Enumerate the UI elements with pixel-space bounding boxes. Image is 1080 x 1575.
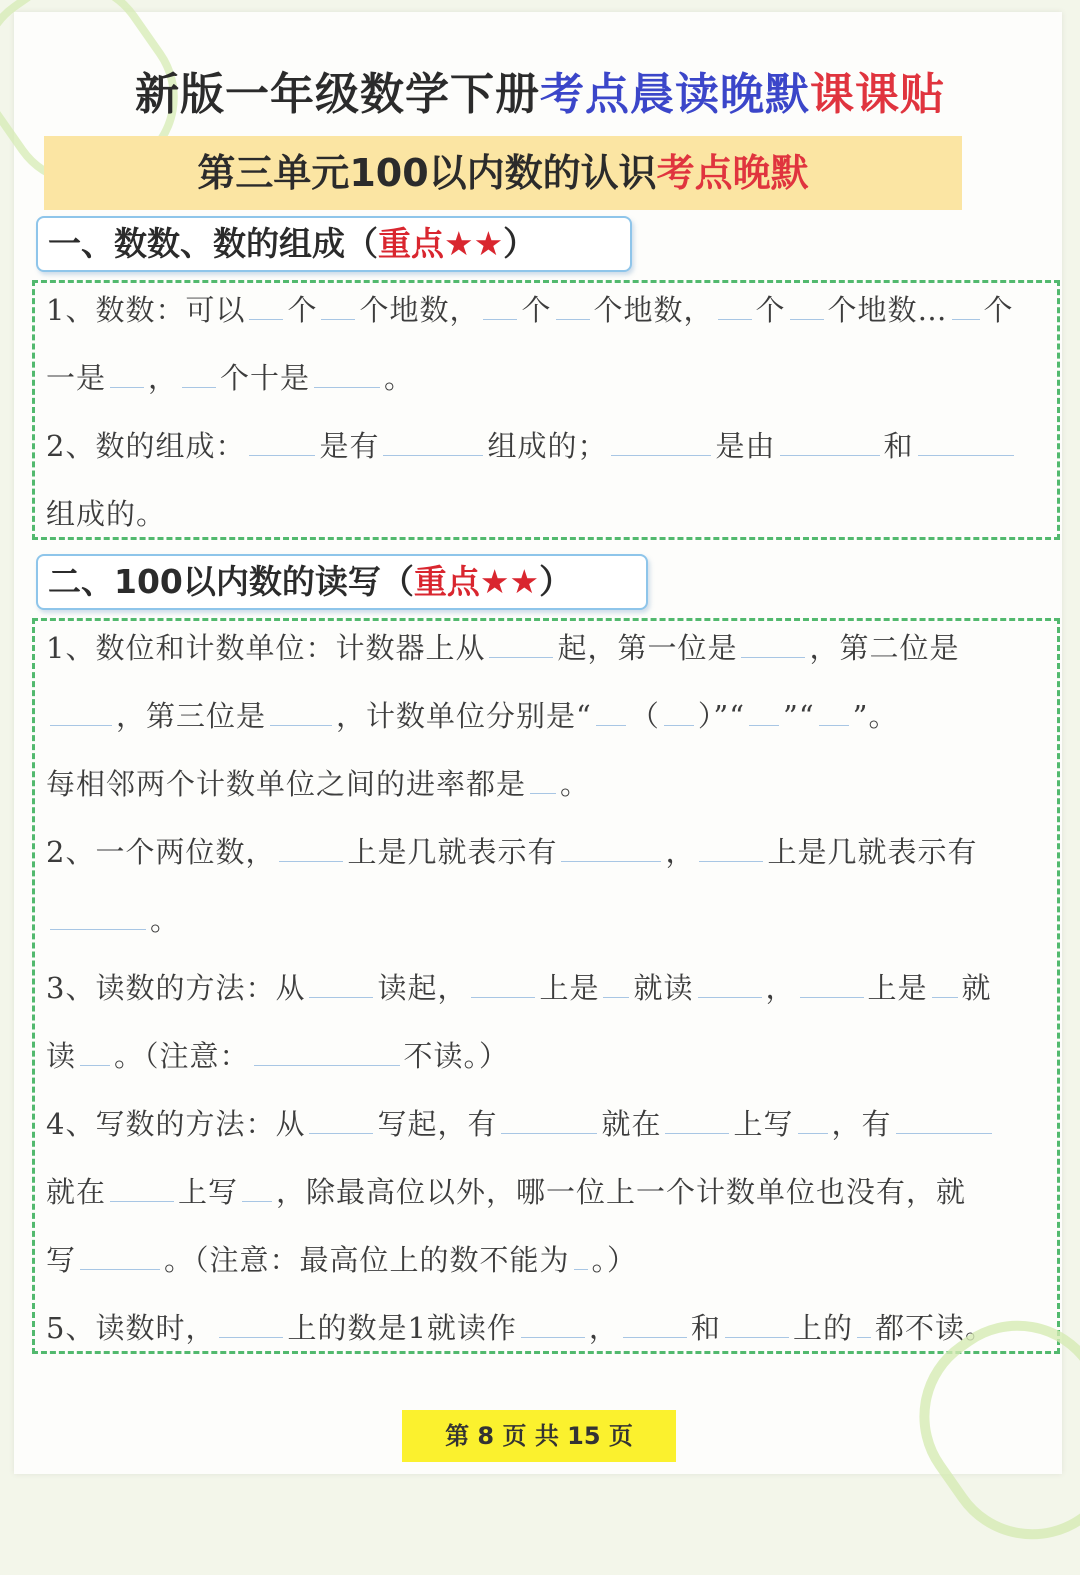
- text-seg: 起，第一位是: [557, 631, 738, 665]
- s2-line-9: [46, 1170, 966, 1211]
- answer-blank[interactable]: [249, 318, 283, 320]
- answer-blank[interactable]: [219, 1336, 283, 1338]
- page-title: [0, 58, 1080, 122]
- answer-blank[interactable]: [623, 1336, 687, 1338]
- text-seg: 和: [883, 429, 914, 463]
- s2-line-3: [46, 762, 590, 803]
- answer-blank[interactable]: [918, 454, 1014, 456]
- s2-line-4: [46, 830, 978, 871]
- answer-blank[interactable]: [254, 1064, 400, 1066]
- text-seg: ，计数单位分别是“: [336, 699, 592, 733]
- text-seg: 就在: [46, 1175, 107, 1209]
- star-icon: ★★: [479, 562, 540, 601]
- title-part-3: 课课贴: [810, 69, 945, 120]
- text-seg: 2、数的组成：: [46, 429, 246, 463]
- answer-blank[interactable]: [249, 454, 315, 456]
- section2-heading: [36, 554, 648, 610]
- answer-blank[interactable]: [798, 1132, 828, 1134]
- text-seg: 上写: [178, 1175, 239, 1209]
- answer-blank[interactable]: [857, 1336, 871, 1338]
- answer-blank[interactable]: [242, 1200, 272, 1202]
- answer-blank[interactable]: [741, 656, 805, 658]
- text-seg: 。（注意：: [114, 1039, 250, 1073]
- text-seg: ”: [783, 699, 799, 733]
- text-seg: 1、数位和计数单位：计数器上从: [46, 631, 486, 665]
- text-seg: ，除最高位以外，哪一位上一个计数单位也没有，就: [276, 1175, 967, 1209]
- answer-blank[interactable]: [896, 1132, 992, 1134]
- text-seg: 上写: [733, 1107, 794, 1141]
- s2-line-10: [46, 1238, 637, 1279]
- text-seg: 上是几就表示有: [347, 835, 558, 869]
- answer-blank[interactable]: [80, 1268, 160, 1270]
- answer-blank[interactable]: [383, 454, 483, 456]
- text-seg: ”: [852, 699, 869, 733]
- unit-banner: [44, 136, 962, 210]
- text-seg: 。: [868, 699, 899, 733]
- answer-blank[interactable]: [561, 860, 661, 862]
- answer-blank[interactable]: [819, 724, 849, 726]
- text-seg: 每相邻两个计数单位之间的进率都是: [46, 767, 527, 801]
- answer-blank[interactable]: [952, 318, 980, 320]
- answer-blank[interactable]: [800, 996, 864, 998]
- text-seg: 写: [46, 1243, 77, 1277]
- text-seg: 2、一个两位数，: [46, 835, 276, 869]
- s2-line-11: [46, 1306, 995, 1347]
- text-seg: ，有: [831, 1107, 892, 1141]
- text-seg: 个: [983, 293, 1014, 327]
- answer-blank[interactable]: [80, 1064, 110, 1066]
- answer-blank[interactable]: [596, 724, 626, 726]
- section1-heading-text: 一、数数、数的组成（: [48, 224, 378, 263]
- text-seg: 上是: [867, 971, 928, 1005]
- answer-blank[interactable]: [489, 656, 553, 658]
- answer-blank[interactable]: [309, 1132, 373, 1134]
- answer-blank[interactable]: [725, 1336, 789, 1338]
- answer-blank[interactable]: [483, 318, 517, 320]
- answer-blank[interactable]: [270, 724, 332, 726]
- text-seg: 个十是: [220, 361, 311, 395]
- answer-blank[interactable]: [110, 386, 144, 388]
- page-number-badge: [402, 1410, 676, 1462]
- section1-heading-key: 重点: [378, 224, 444, 263]
- text-seg: 个地数，: [593, 293, 714, 327]
- text-seg: 个: [755, 293, 786, 327]
- section1-heading: [36, 216, 632, 272]
- section1-heading-close: ）: [503, 224, 537, 263]
- answer-blank[interactable]: [603, 996, 629, 998]
- text-seg: 上是: [539, 971, 600, 1005]
- answer-blank[interactable]: [611, 454, 711, 456]
- text-seg: 。: [150, 903, 181, 937]
- title-part-1: 新版一年级数学下册: [135, 69, 540, 120]
- text-seg: 组成的；: [487, 429, 608, 463]
- section2-heading-key: 重点: [413, 562, 480, 601]
- text-seg: “: [729, 699, 746, 733]
- answer-blank[interactable]: [521, 1336, 585, 1338]
- text-seg: 。）: [591, 1243, 638, 1277]
- text-seg: 读起，: [377, 971, 468, 1005]
- text-seg: 一是: [46, 361, 107, 395]
- answer-blank[interactable]: [50, 724, 112, 726]
- answer-blank[interactable]: [309, 996, 373, 998]
- s1-line-1: [46, 288, 1014, 329]
- s1-line-3: [46, 424, 1018, 465]
- text-seg: 上是几就表示有: [767, 835, 978, 869]
- unit-title-highlight: 考点晚默: [656, 151, 809, 195]
- text-seg: ，: [765, 971, 796, 1005]
- s2-line-6: [46, 966, 992, 1007]
- text-seg: 读: [46, 1039, 77, 1073]
- text-seg: 个地数…: [827, 293, 948, 327]
- answer-blank[interactable]: [932, 996, 958, 998]
- text-seg: ，第二位是: [809, 631, 960, 665]
- text-seg: 上的: [792, 1311, 853, 1345]
- s1-line-4: [46, 492, 166, 533]
- text-seg: 。: [384, 361, 415, 395]
- answer-blank[interactable]: [110, 1200, 174, 1202]
- text-seg: 个: [521, 293, 552, 327]
- answer-blank[interactable]: [780, 454, 880, 456]
- text-seg: ，: [665, 835, 696, 869]
- text-seg: 不读。）: [403, 1039, 510, 1073]
- s2-line-7: [46, 1034, 509, 1075]
- title-part-2: 考点晨读晚默: [540, 69, 810, 120]
- section2-heading-close: ）: [539, 562, 573, 601]
- text-seg: 都不读。: [874, 1311, 995, 1345]
- text-seg: 是有: [319, 429, 380, 463]
- s2-line-1: [46, 626, 959, 667]
- text-seg: ，: [148, 361, 179, 395]
- answer-blank[interactable]: [718, 318, 752, 320]
- section2-heading-text: 二、100以内数的读写（: [48, 562, 414, 601]
- unit-title: 第三单元100以内数的认识: [197, 151, 657, 195]
- text-seg: “: [798, 699, 815, 733]
- text-seg: 3、读数的方法：从: [46, 971, 306, 1005]
- text-seg: ，: [588, 1311, 619, 1345]
- text-seg: 就: [961, 971, 992, 1005]
- answer-blank[interactable]: [321, 318, 355, 320]
- answer-blank[interactable]: [279, 860, 343, 862]
- page-number-text: 第 8 页 共 15 页: [445, 1422, 633, 1450]
- text-seg: 写起，有: [377, 1107, 498, 1141]
- text-seg: 。（注意：最高位上的数不能为: [164, 1243, 570, 1277]
- answer-blank[interactable]: [556, 318, 590, 320]
- answer-blank[interactable]: [749, 724, 779, 726]
- text-seg: 1、数数：可以: [46, 293, 246, 327]
- answer-blank[interactable]: [530, 792, 556, 794]
- answer-blank[interactable]: [314, 386, 380, 388]
- text-seg: 4、写数的方法：从: [46, 1107, 306, 1141]
- s1-line-2: [46, 356, 414, 397]
- text-seg: 5、读数时，: [46, 1311, 216, 1345]
- answer-blank[interactable]: [471, 996, 535, 998]
- answer-blank[interactable]: [574, 1268, 588, 1270]
- text-seg: 。: [560, 767, 591, 801]
- answer-blank[interactable]: [501, 1132, 597, 1134]
- answer-blank[interactable]: [665, 1132, 729, 1134]
- star-icon: ★★: [444, 224, 504, 263]
- s2-line-8: [46, 1102, 996, 1143]
- text-seg: 和: [690, 1311, 721, 1345]
- text-seg: （: [629, 699, 660, 733]
- text-seg: ）”: [697, 699, 730, 733]
- text-seg: 组成的。: [46, 497, 167, 531]
- text-seg: 个地数，: [359, 293, 480, 327]
- text-seg: 个: [287, 293, 318, 327]
- s2-line-2: [46, 694, 899, 735]
- s2-line-5: [46, 898, 180, 939]
- text-seg: 就在: [601, 1107, 662, 1141]
- text-seg: ，第三位是: [116, 699, 267, 733]
- answer-blank[interactable]: [50, 928, 146, 930]
- text-seg: 就读: [633, 971, 694, 1005]
- text-seg: 是由: [715, 429, 776, 463]
- answer-blank[interactable]: [664, 724, 694, 726]
- answer-blank[interactable]: [182, 386, 216, 388]
- text-seg: 上的数是1就读作: [287, 1311, 517, 1345]
- answer-blank[interactable]: [698, 996, 762, 998]
- answer-blank[interactable]: [790, 318, 824, 320]
- answer-blank[interactable]: [699, 860, 763, 862]
